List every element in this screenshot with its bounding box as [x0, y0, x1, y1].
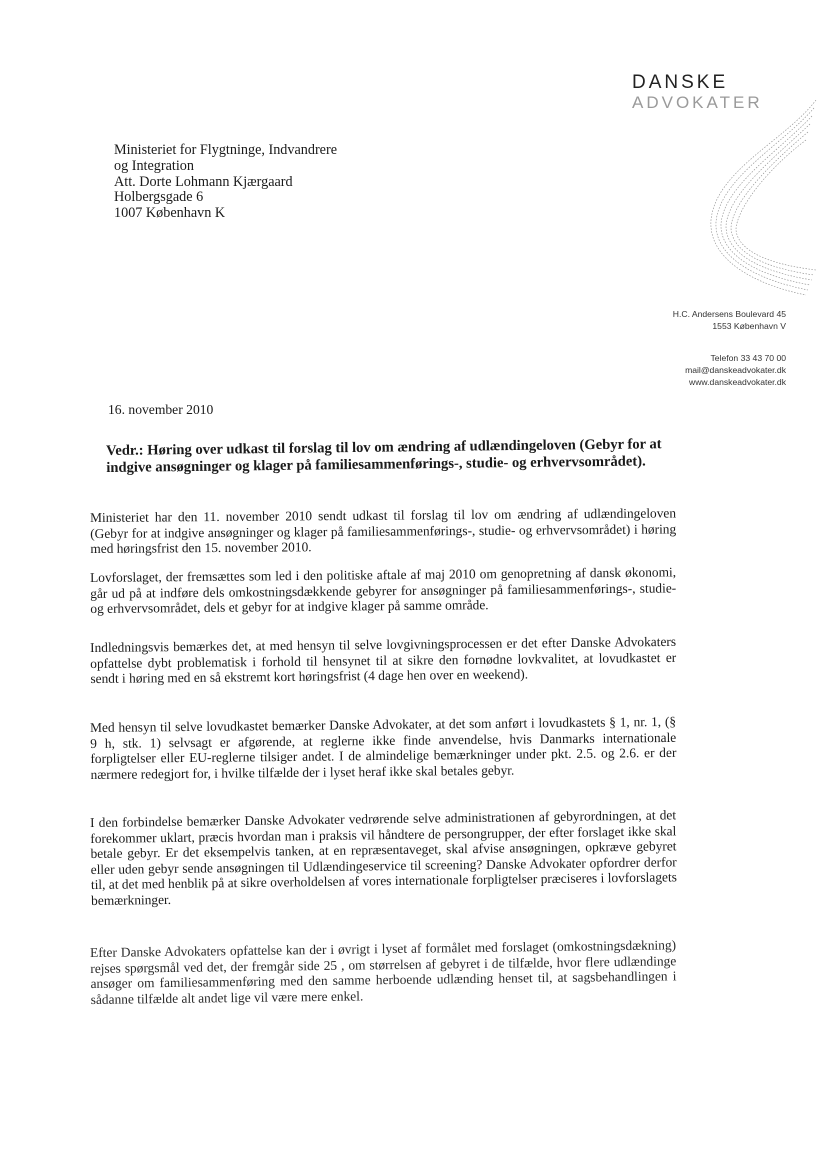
subject-line: Vedr.: Høring over udkast til forslag til lov om ændring af udlændingeloven (Gebyr for at indgive ansøgninger og klager på familiesammenførings-, studie- og erhvervsområdet).	[106, 436, 662, 476]
body-paragraph: I den forbindelse bemærker Danske Advokater vedrørende selve administrationen af gebyrordningen, at det forekommer uklart, præcis hvordan man i praksis vil håndtere de persongrupper, der efter forslaget ikke skal betale gebyr. Er det eksempelvis tanken, at en repræsentaveget, skal afvise ansøgningen, opkræve gebyret eller uden gebyr sende ansøgningen til Udlændingeservice til screening? Danske Advokater opfordrer derfor til, at det med henblik på at sikre overholdelsen af vores internationale forpligtelser præciseres i lovforslagets bemærkninger.	[90, 807, 677, 908]
sender-phone: Telefon 33 43 70 00	[710, 353, 786, 363]
body-paragraph: Indledningsvis bemærkes det, at med hensyn til selve lovgivningsprocessen er det efter Danske Advokaters opfattelse dybt problematisk i forhold til hensynet til at sikre den fornødne lovkvalitet, at lovudkastet er sendt i høring med en så ekstremt kort høringsfrist (4 dage hen over en weekend).	[90, 633, 677, 687]
sender-website: www.danskeadvokater.dk	[689, 377, 786, 387]
logo-text-line1: DANSKE	[632, 72, 729, 93]
recipient-line: 1007 København K	[114, 205, 226, 222]
recipient-line: Ministeriet for Flygtninge, Indvandrere	[114, 142, 338, 158]
sender-email: mail@danskeadvokater.dk	[685, 365, 786, 375]
swoosh-graphic	[696, 100, 821, 300]
logo-text-line2: ADVOKATER	[632, 93, 763, 112]
recipient-line: Holbergsgade 6	[114, 189, 204, 206]
body-paragraph: Ministeriet har den 11. november 2010 sendt udkast til forslag til lov om ændring af udlændingeloven (Gebyr for at indgive ansøgninger og klager på familiesammenførings-, studie- og erhvervsområdet) i høring med høringsfrist den 15. november 2010.	[90, 505, 677, 557]
sender-contact-block	[673, 308, 786, 388]
recipient-line: og Integration	[114, 157, 194, 174]
letter-date: 16. november 2010	[108, 402, 214, 417]
body-paragraph: Med hensyn til selve lovudkastet bemærker Danske Advokater, at det som anført i lovudkastets § 1, nr. 1, (§ 9 h, stk. 1) selvsagt er afgørende, at reglerne ikke finde anvendelse, hvis Danmarks internationale forpligtelser eller EU-reglerne tilsiger andet. I de almindelige bemærkninger under pkt. 2.5. og 2.6. er der nærmere redegjort for, i hvilke tilfælde der i lyset heraf ikke skal betales gebyr.	[90, 713, 677, 782]
sender-city: 1553 København V	[712, 321, 786, 331]
sender-street: H.C. Andersens Boulevard 45	[672, 309, 786, 319]
recipient-address	[114, 143, 337, 222]
recipient-line: Att. Dorte Lohmann Kjærgaard	[114, 173, 293, 190]
body-paragraph: Efter Danske Advokaters opfattelse kan der i øvrigt i lyset af formålet med forslaget (omkostningsdækning) rejses spørgsmål ved det, der fremgår side 25 , om størrelsen af gebyret i de tilfælde, hvor flere udlændinge ansøger om familiesammenføring med den samme herboende udlænding henset til, at sagsbehandlingen i sådanne tilfælde alt andet lige vil være mere enkel.	[90, 937, 677, 1007]
body-paragraph: Lovforslaget, der fremsættes som led i den politiske aftale af maj 2010 om genopretning af dansk økonomi, går ud på at indføre dels omkostningsdækkende gebyrer for ansøgninger på familiesammenførings-, studie- og erhvervsområdet, dels et gebyr for at indgive klager på samme område.	[90, 564, 677, 617]
